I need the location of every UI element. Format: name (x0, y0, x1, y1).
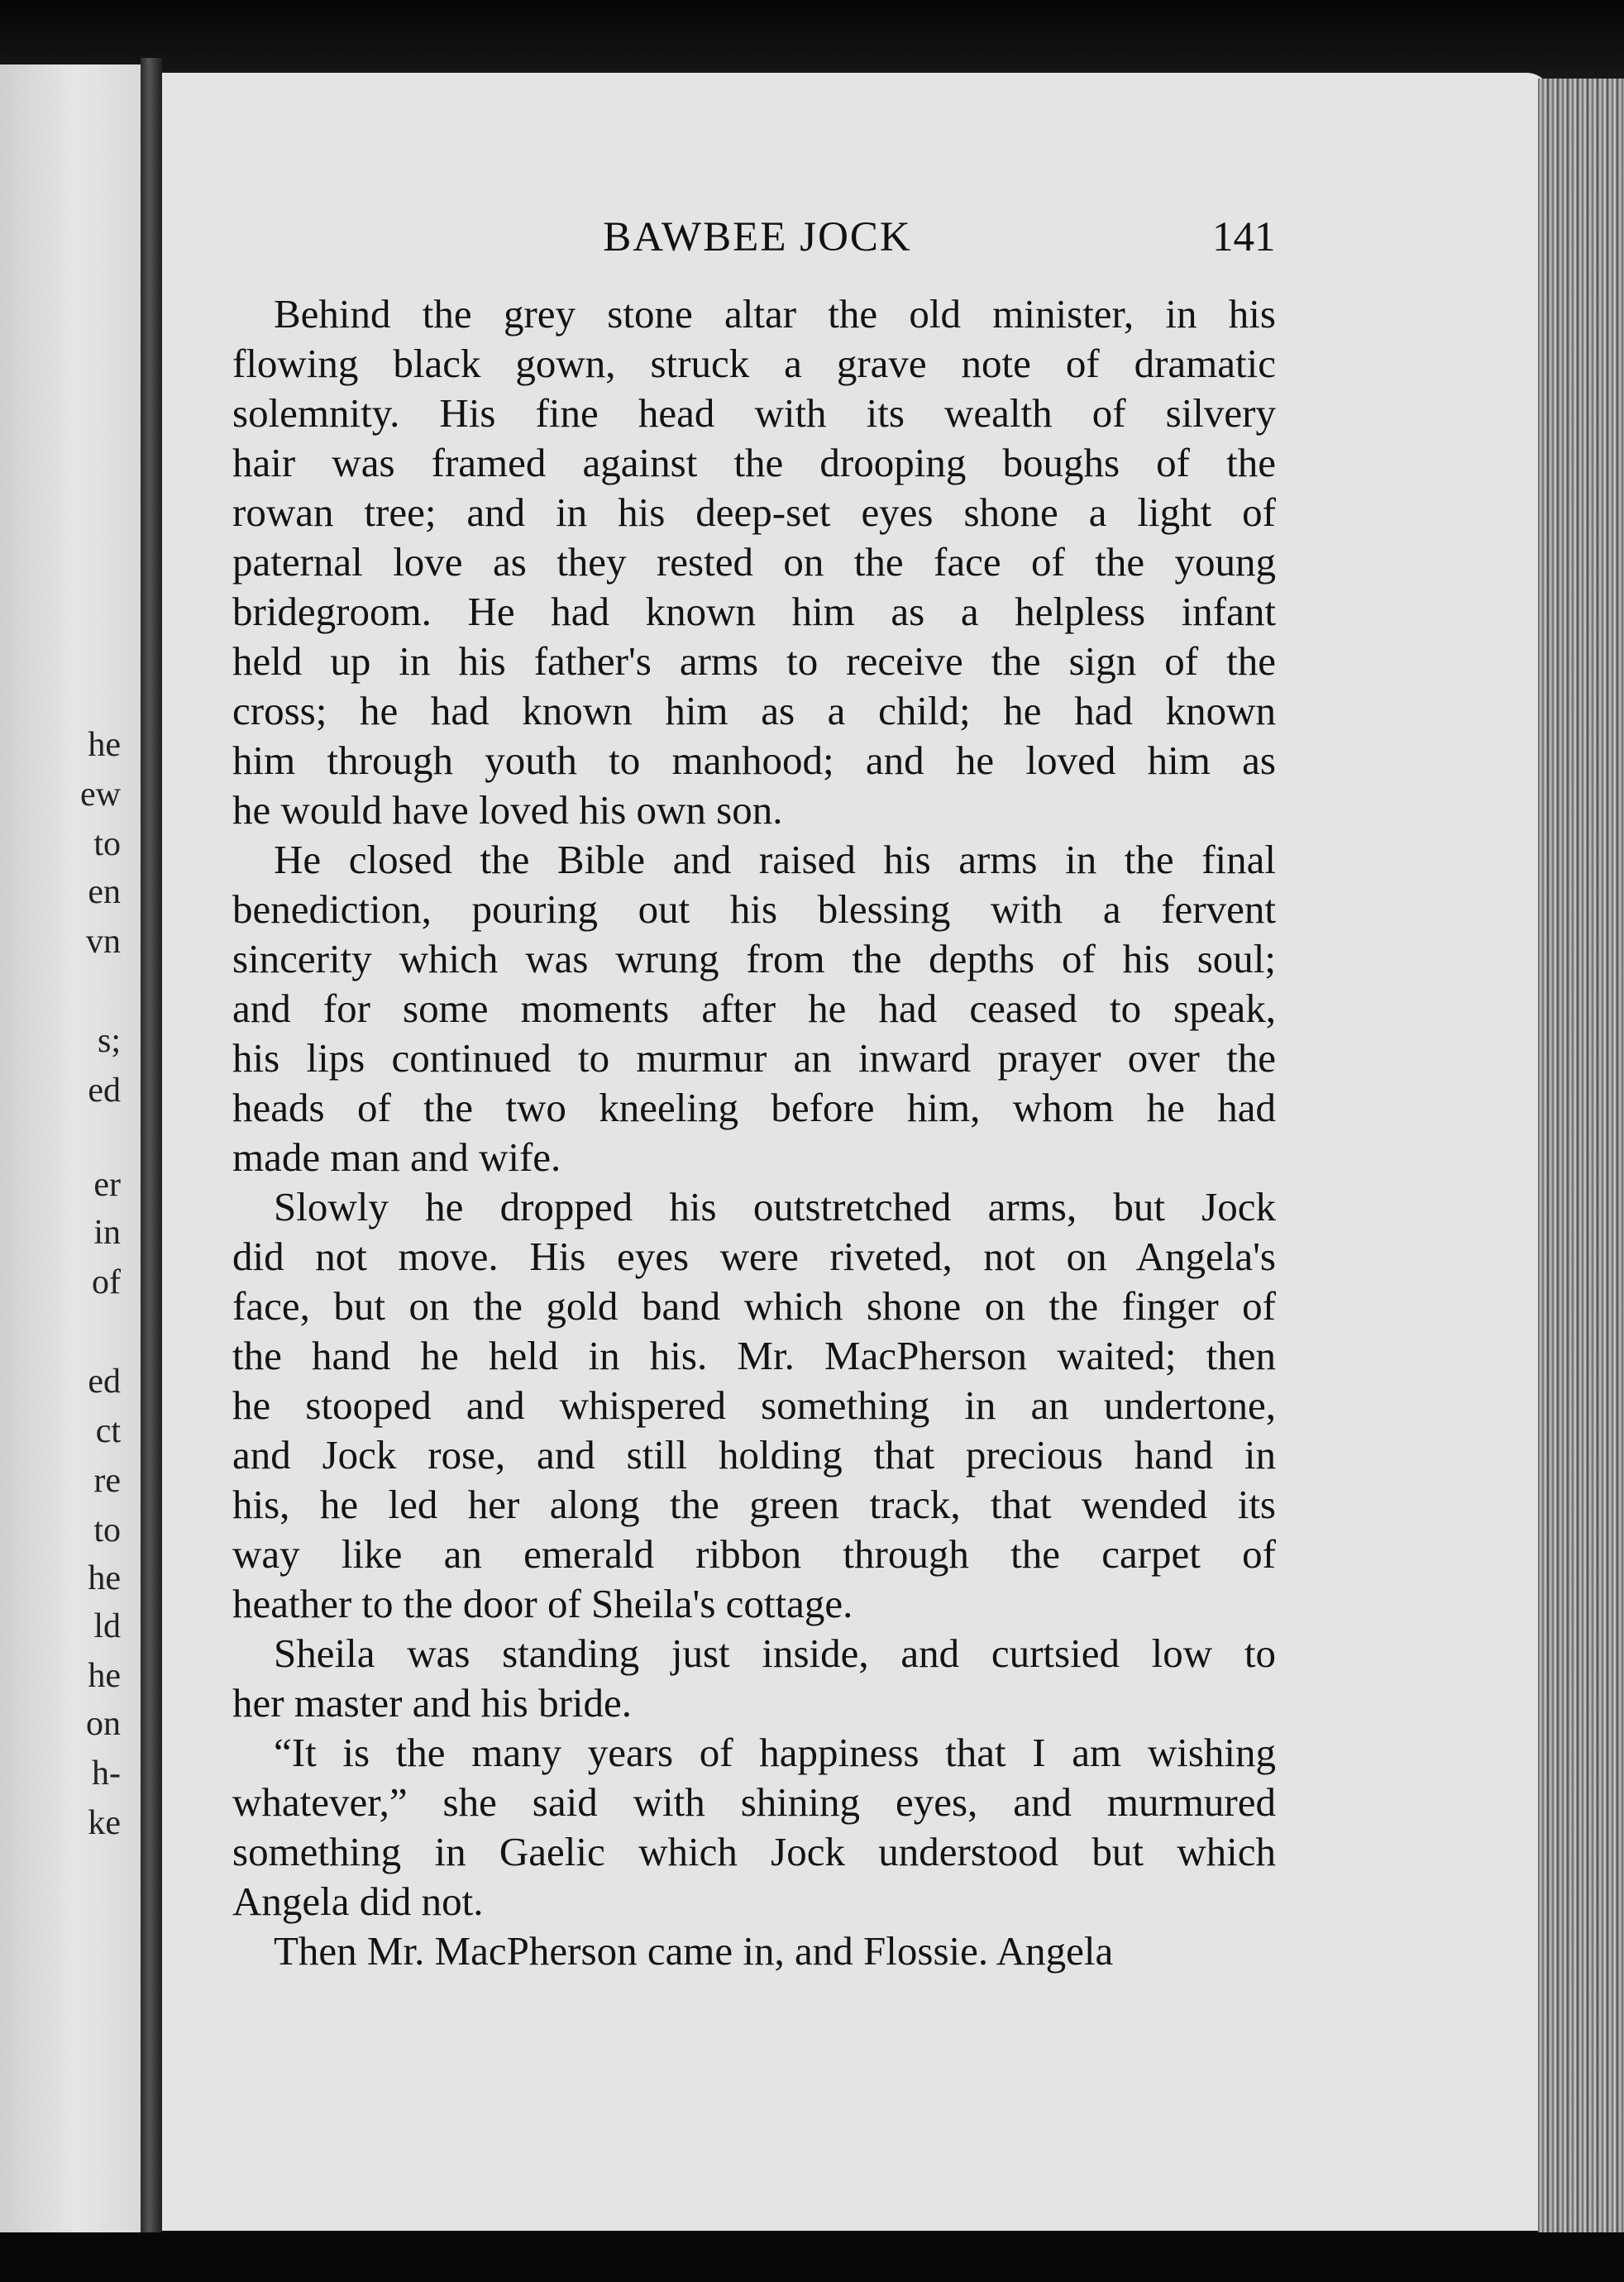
text-line: heather to the door of Sheila's cottage. (232, 1581, 853, 1626)
facing-page-fragment: of (92, 1263, 121, 1301)
text-line: He closed the Bible and raised his arms in the final (274, 837, 1276, 882)
facing-page-fragment: vn (86, 923, 121, 961)
facing-page-fragment: to (93, 825, 121, 863)
facing-page-fragment: he (88, 1559, 121, 1597)
text-line: and for some moments after he had ceased to speak, (232, 986, 1276, 1031)
book-page (162, 73, 1551, 2231)
text-line: whatever,” she said with shining eyes, and murmured (232, 1779, 1276, 1825)
text-line: heads of the two kneeling before him, whom he had (232, 1085, 1276, 1130)
text-line: Sheila was standing just inside, and curtsied low to (274, 1630, 1276, 1676)
text-line: and Jock rose, and still holding that precious hand in (232, 1432, 1276, 1478)
facing-page-fragment: on (86, 1705, 121, 1743)
text-line: solemnity. His fine head with its wealth of silvery (232, 390, 1276, 436)
text-line: paternal love as they rested on the face of the young (232, 539, 1276, 585)
facing-page-fragment: s; (97, 1022, 121, 1060)
paragraph (232, 1629, 1276, 1728)
facing-page-fragment: ed (88, 1072, 121, 1110)
facing-page-fragment: re (93, 1462, 121, 1500)
text-line: her master and his bride. (232, 1680, 633, 1726)
text-line: Then Mr. MacPherson came in, and Flossie. Angela (274, 1928, 1114, 1974)
text-line: cross; he had known him as a child; he had known (232, 688, 1276, 733)
facing-page-fragment: er (93, 1166, 121, 1204)
page-number: 141 (1212, 214, 1276, 260)
facing-page-fragment: ew (80, 776, 121, 814)
facing-page-fragment: ed (88, 1363, 121, 1401)
facing-page-fragment: in (93, 1214, 121, 1252)
text-line: flowing black gown, struck a grave note of dramatic (232, 341, 1276, 386)
text-line: hair was framed against the drooping boughs of the (232, 440, 1276, 485)
text-line: he stooped and whispered something in an undertone, (232, 1382, 1276, 1428)
text-line: face, but on the gold band which shone on the finger of (232, 1283, 1276, 1329)
facing-page-edge (0, 64, 141, 2247)
text-line: did not move. His eyes were riveted, not on Angela's (232, 1234, 1276, 1279)
text-line: his, he led her along the green track, that wended its (232, 1482, 1276, 1527)
text-line: held up in his father's arms to receive the sign of the (232, 638, 1276, 684)
facing-page-fragment: ld (93, 1607, 121, 1645)
text-line: Angela did not. (232, 1879, 484, 1924)
facing-page-fragment: en (88, 873, 121, 911)
paragraph (232, 289, 1276, 835)
page-stack-edge (1538, 79, 1624, 2261)
text-line: his lips continued to murmur an inward prayer over the (232, 1035, 1276, 1081)
running-head (162, 213, 1551, 279)
facing-page-fragment: ke (88, 1804, 121, 1842)
text-line: benediction, pouring out his blessing with a fervent (232, 886, 1276, 932)
paragraph (232, 1182, 1276, 1629)
facing-page-fragment: h- (92, 1754, 121, 1793)
text-line: something in Gaelic which Jock understood but which (232, 1829, 1276, 1874)
paragraph (232, 835, 1276, 1182)
text-line: sincerity which was wrung from the depths of his soul; (232, 936, 1276, 981)
text-line: way like an emerald ribbon through the carpet of (232, 1531, 1276, 1577)
text-line: made man and wife. (232, 1134, 561, 1180)
facing-page-fragment: he (88, 1657, 121, 1695)
paragraph (232, 1926, 1276, 1976)
paragraph (232, 1728, 1276, 1926)
facing-page-fragment: he (88, 726, 121, 764)
running-title: BAWBEE JOCK (603, 214, 912, 260)
body-text (232, 289, 1276, 1976)
text-line: “It is the many years of happiness that I am wishing (274, 1730, 1276, 1775)
facing-page-fragment: ct (95, 1412, 121, 1450)
text-line: Slowly he dropped his outstretched arms, but Jock (274, 1184, 1276, 1229)
text-line: Behind the grey stone altar the old minister, in his (274, 291, 1276, 337)
text-line: he would have loved his own son. (232, 787, 783, 833)
scan-background-bottom (0, 2232, 1624, 2282)
text-line: him through youth to manhood; and he loved him as (232, 738, 1276, 783)
facing-page-fragment: to (93, 1511, 121, 1549)
text-line: the hand he held in his. Mr. MacPherson waited; then (232, 1333, 1276, 1378)
text-line: bridegroom. He had known him as a helpless infant (232, 589, 1276, 634)
book-gutter (141, 58, 162, 2249)
text-line: rowan tree; and in his deep-set eyes shone a light of (232, 489, 1276, 535)
